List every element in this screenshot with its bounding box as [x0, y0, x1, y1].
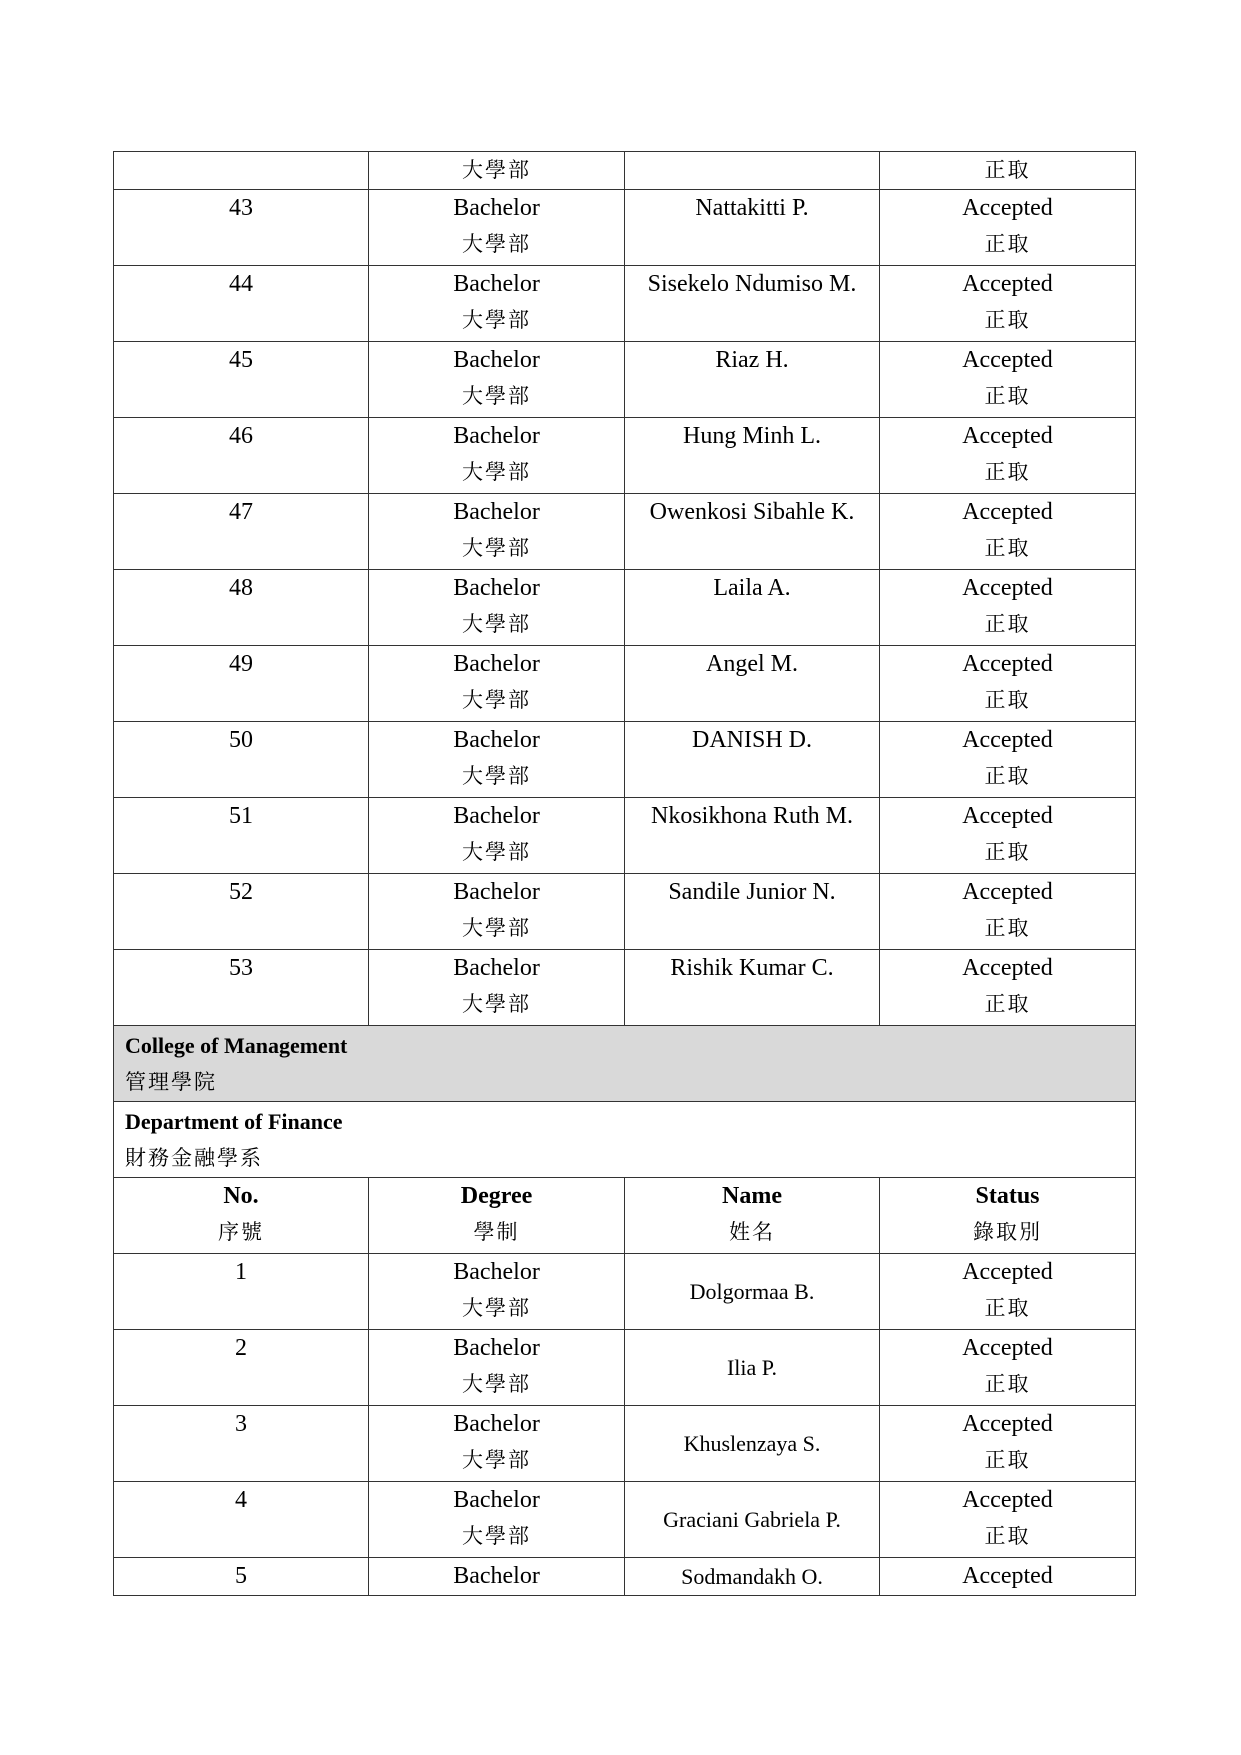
no-cell [114, 1330, 369, 1406]
no-cell [114, 570, 369, 646]
status-cell [880, 266, 1136, 342]
no-cell [114, 1406, 369, 1482]
cell-text: 大學部 [462, 536, 531, 560]
cell-text: Bachelor [453, 727, 540, 753]
cell-text: Accepted [962, 1335, 1053, 1361]
cell-text: Graciani Gabriela P. [663, 1506, 841, 1532]
status-cell [880, 1558, 1136, 1596]
cell-text: Bachelor [453, 1563, 540, 1589]
name-cell [625, 418, 880, 494]
cell-text: 大學部 [462, 612, 531, 636]
cell-text: 正取 [984, 384, 1031, 408]
cell-text: 大學部 [462, 232, 531, 256]
cell-text: Degree [460, 1183, 533, 1209]
cell-text: 正取 [984, 612, 1031, 636]
cell-text: Bachelor [453, 1259, 540, 1285]
name-cell [625, 646, 880, 722]
cell-text: Accepted [962, 651, 1053, 677]
status-cell [880, 494, 1136, 570]
cell-text: Bachelor [453, 1487, 540, 1513]
degree-cell [369, 1254, 625, 1330]
cell-text: College of Management [125, 1033, 348, 1058]
no-cell [114, 950, 369, 1026]
cell-text: Accepted [962, 727, 1053, 753]
cell-text: 47 [229, 499, 253, 525]
table-row [114, 570, 1136, 646]
cell-text: Bachelor [453, 347, 540, 373]
cell-text: 正取 [984, 916, 1031, 940]
table-row [114, 1482, 1136, 1558]
cell-text: 姓名 [729, 1220, 775, 1244]
name-cell [625, 950, 880, 1026]
cell-text: 財務金融學系 [125, 1146, 263, 1170]
cell-text: Bachelor [453, 1411, 540, 1437]
cell-text: Accepted [962, 347, 1053, 373]
table-row [114, 342, 1136, 418]
table-row [114, 1406, 1136, 1482]
cell-text: Accepted [962, 575, 1053, 601]
cell-text: Name [722, 1183, 782, 1209]
cell-text: Accepted [962, 499, 1053, 525]
cell-text: Accepted [962, 955, 1053, 981]
no-cell [114, 342, 369, 418]
table-row [114, 190, 1136, 266]
degree-cell [369, 1482, 625, 1558]
table-row [114, 1558, 1136, 1596]
no-cell [114, 722, 369, 798]
cell-text: 正取 [984, 688, 1031, 712]
cell-text: Nkosikhona Ruth M. [650, 803, 853, 829]
degree-cell [369, 190, 625, 266]
name-cell [625, 1558, 880, 1596]
no-cell [114, 874, 369, 950]
cell-text: 大學部 [462, 916, 531, 940]
cell-text: 正取 [984, 158, 1031, 182]
table-row [114, 874, 1136, 950]
cell-text: Ilia P. [726, 1354, 778, 1380]
cell-text: 大學部 [462, 764, 531, 788]
no-cell [114, 1254, 369, 1330]
degree-cell [369, 950, 625, 1026]
cell-text: 管理學院 [125, 1070, 217, 1094]
cell-text: Khuslenzaya S. [683, 1430, 821, 1456]
cell-text: 大學部 [462, 384, 531, 408]
cell-text: 正取 [984, 764, 1031, 788]
name-cell [625, 494, 880, 570]
degree-cell [369, 1558, 625, 1596]
cell-text: 50 [229, 727, 253, 753]
table-row [114, 798, 1136, 874]
cell-text: Laila A. [713, 575, 791, 601]
name-cell [625, 570, 880, 646]
cell-text: DANISH D. [692, 727, 812, 753]
cell-text: 正取 [984, 308, 1031, 332]
cell-text: 3 [235, 1411, 247, 1437]
header-no [114, 1178, 369, 1254]
status-cell [880, 570, 1136, 646]
cell-text: 序號 [218, 1220, 264, 1244]
degree-cell [369, 722, 625, 798]
cell-text: 2 [235, 1335, 247, 1361]
table-row [114, 494, 1136, 570]
cell-text: 45 [229, 347, 253, 373]
cell-text: Accepted [962, 879, 1053, 905]
cell-text: 43 [229, 195, 253, 221]
cell-text: 正取 [984, 232, 1031, 256]
cell-text: 大學部 [462, 158, 531, 182]
no-cell [114, 646, 369, 722]
cell-text: Bachelor [453, 575, 540, 601]
table-row [114, 646, 1136, 722]
cell-text: 53 [229, 955, 253, 981]
cell-text: 46 [229, 423, 253, 449]
degree-cell [369, 874, 625, 950]
name-cell [625, 798, 880, 874]
degree-cell [369, 798, 625, 874]
no-cell [114, 190, 369, 266]
degree-cell [369, 152, 625, 190]
status-cell [880, 1254, 1136, 1330]
table-header-row [114, 1178, 1136, 1254]
cell-text: Accepted [962, 1563, 1053, 1589]
header-degree [369, 1178, 625, 1254]
no-cell [114, 266, 369, 342]
cell-text: Dolgormaa B. [689, 1278, 815, 1304]
name-cell [625, 266, 880, 342]
cell-text: 49 [229, 651, 253, 677]
no-cell [114, 798, 369, 874]
cell-text: Accepted [962, 271, 1053, 297]
college-section-row [114, 1026, 1136, 1102]
cell-text: 大學部 [462, 992, 531, 1016]
degree-cell [369, 646, 625, 722]
cell-text: Department of Finance [125, 1109, 343, 1134]
cell-text: Accepted [962, 1259, 1053, 1285]
cell-text: 大學部 [462, 1524, 531, 1548]
degree-cell [369, 570, 625, 646]
cell-text: Sisekelo Ndumiso M. [647, 271, 857, 297]
degree-cell [369, 494, 625, 570]
cell-text: Bachelor [453, 879, 540, 905]
status-cell [880, 190, 1136, 266]
cell-text: 大學部 [462, 308, 531, 332]
table-row [114, 266, 1136, 342]
table-row [114, 1254, 1136, 1330]
name-cell [625, 1330, 880, 1406]
department-row [114, 1102, 1136, 1178]
header-status [880, 1178, 1136, 1254]
cell-text: Angel M. [706, 651, 798, 677]
status-cell [880, 1482, 1136, 1558]
cell-text: Bachelor [453, 955, 540, 981]
table-row-fragment [114, 152, 1136, 190]
cell-text: Bachelor [453, 651, 540, 677]
no-cell [114, 418, 369, 494]
cell-text: Nattakitti P. [695, 195, 809, 221]
cell-text: Accepted [962, 803, 1053, 829]
cell-text: 4 [235, 1487, 247, 1513]
table-row [114, 1330, 1136, 1406]
cell-text: 大學部 [462, 460, 531, 484]
cell-text: Status [975, 1183, 1040, 1209]
status-cell [880, 1330, 1136, 1406]
name-cell [625, 1254, 880, 1330]
table-row [114, 722, 1136, 798]
degree-cell [369, 418, 625, 494]
name-cell [625, 190, 880, 266]
degree-cell [369, 266, 625, 342]
cell-text: 大學部 [462, 688, 531, 712]
status-cell [880, 950, 1136, 1026]
name-cell [625, 1406, 880, 1482]
cell-text: 正取 [984, 1448, 1031, 1472]
cell-text: 錄取別 [973, 1220, 1042, 1244]
cell-text: 44 [229, 271, 253, 297]
cell-text: Bachelor [453, 271, 540, 297]
no-cell [114, 1482, 369, 1558]
cell-text: 正取 [984, 992, 1031, 1016]
table-row [114, 418, 1136, 494]
status-cell [880, 646, 1136, 722]
cell-text: 5 [235, 1563, 247, 1589]
degree-cell [369, 1406, 625, 1482]
cell-text: 52 [229, 879, 253, 905]
cell-text: Accepted [962, 195, 1053, 221]
cell-text: 正取 [984, 460, 1031, 484]
cell-text: Bachelor [453, 423, 540, 449]
cell-text: No. [223, 1183, 259, 1209]
status-cell [880, 874, 1136, 950]
cell-text: 正取 [984, 1524, 1031, 1548]
cell-text: 正取 [984, 1372, 1031, 1396]
cell-text: 1 [235, 1259, 247, 1285]
cell-text: 學制 [473, 1220, 520, 1244]
cell-text: 正取 [984, 840, 1031, 864]
department-heading [114, 1102, 1136, 1178]
cell-text: 正取 [984, 536, 1031, 560]
name-cell [625, 152, 880, 190]
cell-text: Accepted [962, 1411, 1053, 1437]
status-cell [880, 342, 1136, 418]
status-cell [880, 152, 1136, 190]
cell-text: Bachelor [453, 195, 540, 221]
cell-text: 大學部 [462, 1372, 531, 1396]
cell-text: 51 [229, 803, 253, 829]
cell-text: Accepted [962, 423, 1053, 449]
no-cell [114, 1558, 369, 1596]
cell-text: Bachelor [453, 1335, 540, 1361]
cell-text: Rishik Kumar C. [670, 955, 834, 981]
status-cell [880, 798, 1136, 874]
cell-text: 大學部 [462, 840, 531, 864]
status-cell [880, 1406, 1136, 1482]
name-cell [625, 722, 880, 798]
cell-text: 48 [229, 575, 253, 601]
header-name [625, 1178, 880, 1254]
cell-text: 正取 [984, 1296, 1031, 1320]
cell-text: 大學部 [462, 1296, 531, 1320]
cell-text: 大學部 [462, 1448, 531, 1472]
cell-text: Hung Minh L. [683, 423, 821, 449]
table-row [114, 950, 1136, 1026]
cell-text: Sodmandakh O. [681, 1563, 823, 1589]
cell-text: Riaz H. [715, 347, 789, 373]
cell-text: Bachelor [453, 803, 540, 829]
admission-results-table [113, 151, 1136, 1596]
status-cell [880, 418, 1136, 494]
name-cell [625, 874, 880, 950]
no-cell [114, 152, 369, 190]
no-cell [114, 494, 369, 570]
cell-text: Accepted [962, 1487, 1053, 1513]
cell-text: Sandile Junior N. [668, 879, 836, 905]
status-cell [880, 722, 1136, 798]
name-cell [625, 1482, 880, 1558]
college-heading [114, 1026, 1136, 1102]
name-cell [625, 342, 880, 418]
degree-cell [369, 1330, 625, 1406]
degree-cell [369, 342, 625, 418]
cell-text: Bachelor [453, 499, 540, 525]
cell-text: Owenkosi Sibahle K. [649, 499, 855, 525]
